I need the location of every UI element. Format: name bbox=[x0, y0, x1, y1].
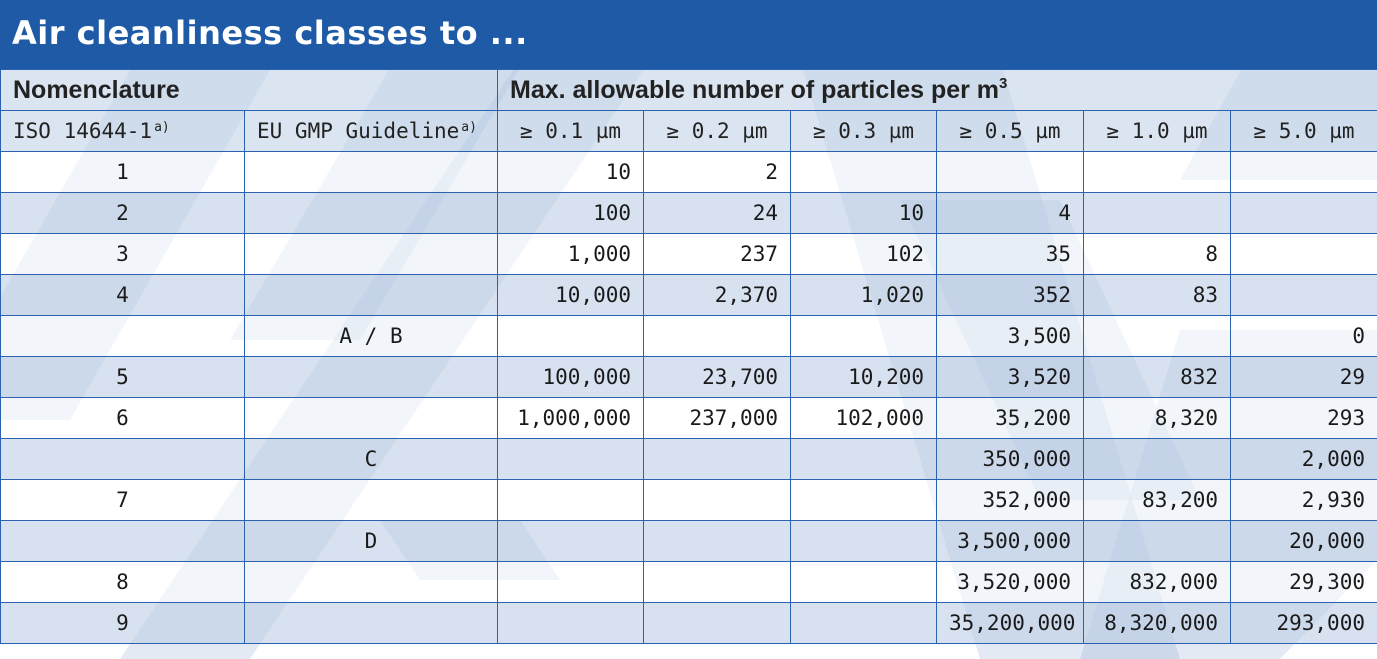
table-row bbox=[1, 398, 1377, 439]
particle-count-cell: 83,200 bbox=[1084, 480, 1231, 521]
iso-class-cell: 1 bbox=[1, 152, 245, 193]
particle-count-cell bbox=[791, 316, 937, 357]
table-row bbox=[1, 603, 1377, 644]
table-row bbox=[1, 152, 1377, 193]
eu-gmp-grade-cell: A / B bbox=[245, 316, 498, 357]
size-header-0-3: ≥ 0.3 µm bbox=[791, 111, 937, 152]
iso-class-cell bbox=[1, 316, 245, 357]
particle-count-cell: 10 bbox=[498, 152, 644, 193]
eu-gmp-footnote-marker: a) bbox=[461, 120, 477, 135]
table-row bbox=[1, 234, 1377, 275]
particle-count-cell bbox=[1231, 275, 1377, 316]
particle-count-cell bbox=[791, 521, 937, 562]
particle-count-cell bbox=[791, 439, 937, 480]
particle-count-cell: 832 bbox=[1084, 357, 1231, 398]
air-cleanliness-table bbox=[0, 69, 1377, 644]
particle-count-cell: 3,500,000 bbox=[937, 521, 1084, 562]
particle-count-cell: 352 bbox=[937, 275, 1084, 316]
eu-gmp-grade-cell bbox=[245, 275, 498, 316]
particle-count-cell: 1,020 bbox=[791, 275, 937, 316]
particle-count-cell bbox=[1084, 152, 1231, 193]
max-particles-header bbox=[498, 70, 1377, 111]
particle-count-cell: 350,000 bbox=[937, 439, 1084, 480]
header-row-group bbox=[1, 70, 1377, 111]
particle-count-cell: 29 bbox=[1231, 357, 1377, 398]
particle-count-cell bbox=[498, 521, 644, 562]
particle-count-cell: 237 bbox=[644, 234, 791, 275]
particle-count-cell bbox=[498, 439, 644, 480]
iso-class-cell: 2 bbox=[1, 193, 245, 234]
particle-count-cell bbox=[791, 480, 937, 521]
particle-count-cell bbox=[644, 562, 791, 603]
eu-gmp-header-label: EU GMP Guideline bbox=[257, 119, 460, 143]
particle-count-cell bbox=[498, 603, 644, 644]
iso-class-cell bbox=[1, 439, 245, 480]
particle-count-cell: 100,000 bbox=[498, 357, 644, 398]
particle-count-cell: 237,000 bbox=[644, 398, 791, 439]
particle-count-cell: 3,520 bbox=[937, 357, 1084, 398]
particle-count-cell: 2,930 bbox=[1231, 480, 1377, 521]
particle-count-cell bbox=[644, 316, 791, 357]
particle-count-cell: 293 bbox=[1231, 398, 1377, 439]
eu-gmp-grade-cell bbox=[245, 398, 498, 439]
header-row-columns bbox=[1, 111, 1377, 152]
particle-count-cell bbox=[791, 603, 937, 644]
particle-count-cell bbox=[1084, 193, 1231, 234]
particle-count-cell bbox=[644, 439, 791, 480]
table-body bbox=[1, 70, 1377, 644]
eu-gmp-grade-cell bbox=[245, 603, 498, 644]
particle-count-cell: 832,000 bbox=[1084, 562, 1231, 603]
particle-count-cell: 10,000 bbox=[498, 275, 644, 316]
iso-class-cell: 8 bbox=[1, 562, 245, 603]
particle-count-cell bbox=[1231, 234, 1377, 275]
particle-count-cell: 4 bbox=[937, 193, 1084, 234]
eu-gmp-grade-cell bbox=[245, 357, 498, 398]
table-row bbox=[1, 521, 1377, 562]
size-header-5-0: ≥ 5.0 µm bbox=[1231, 111, 1377, 152]
particle-count-cell: 0 bbox=[1231, 316, 1377, 357]
particle-count-cell: 2 bbox=[644, 152, 791, 193]
iso-footnote-marker: a) bbox=[154, 120, 170, 135]
particle-count-cell: 20,000 bbox=[1231, 521, 1377, 562]
max-particles-unit-exponent: 3 bbox=[999, 75, 1008, 92]
eu-gmp-grade-cell bbox=[245, 193, 498, 234]
particle-count-cell bbox=[1231, 193, 1377, 234]
page-title: Air cleanliness classes to ... bbox=[12, 14, 528, 52]
particle-count-cell bbox=[498, 562, 644, 603]
particle-count-cell: 100 bbox=[498, 193, 644, 234]
iso-class-cell: 7 bbox=[1, 480, 245, 521]
nomenclature-header: Nomenclature bbox=[1, 70, 498, 111]
particle-count-cell bbox=[791, 152, 937, 193]
iso-class-cell: 9 bbox=[1, 603, 245, 644]
particle-count-cell: 3,500 bbox=[937, 316, 1084, 357]
particle-count-cell: 293,000 bbox=[1231, 603, 1377, 644]
iso-class-cell: 3 bbox=[1, 234, 245, 275]
iso-class-cell: 4 bbox=[1, 275, 245, 316]
iso-class-cell: 5 bbox=[1, 357, 245, 398]
size-header-0-2: ≥ 0.2 µm bbox=[644, 111, 791, 152]
particle-count-cell: 35,200 bbox=[937, 398, 1084, 439]
particle-count-cell: 2,370 bbox=[644, 275, 791, 316]
table-row bbox=[1, 193, 1377, 234]
particle-count-cell: 2,000 bbox=[1231, 439, 1377, 480]
table-row bbox=[1, 316, 1377, 357]
particle-count-cell: 29,300 bbox=[1231, 562, 1377, 603]
particle-count-cell: 83 bbox=[1084, 275, 1231, 316]
iso-class-cell bbox=[1, 521, 245, 562]
particle-count-cell bbox=[1231, 152, 1377, 193]
particle-count-cell: 1,000,000 bbox=[498, 398, 644, 439]
iso-header bbox=[1, 111, 245, 152]
particle-count-cell bbox=[498, 480, 644, 521]
table-row bbox=[1, 480, 1377, 521]
size-header-0-1: ≥ 0.1 µm bbox=[498, 111, 644, 152]
size-header-0-5: ≥ 0.5 µm bbox=[937, 111, 1084, 152]
table-row bbox=[1, 275, 1377, 316]
particle-count-cell: 3,520,000 bbox=[937, 562, 1084, 603]
size-header-1-0: ≥ 1.0 µm bbox=[1084, 111, 1231, 152]
table-row bbox=[1, 562, 1377, 603]
particle-count-cell bbox=[498, 316, 644, 357]
table-row bbox=[1, 439, 1377, 480]
particle-count-cell: 24 bbox=[644, 193, 791, 234]
particle-count-cell bbox=[644, 521, 791, 562]
particle-count-cell: 10,200 bbox=[791, 357, 937, 398]
particle-count-cell: 10 bbox=[791, 193, 937, 234]
particle-count-cell: 23,700 bbox=[644, 357, 791, 398]
particle-count-cell bbox=[644, 603, 791, 644]
particle-count-cell bbox=[1084, 316, 1231, 357]
iso-header-label: ISO 14644-1 bbox=[13, 119, 153, 143]
particle-count-cell: 352,000 bbox=[937, 480, 1084, 521]
particle-count-cell bbox=[791, 562, 937, 603]
max-particles-label: Max. allowable number of particles per m bbox=[510, 76, 1000, 104]
eu-gmp-grade-cell bbox=[245, 562, 498, 603]
eu-gmp-grade-cell: D bbox=[245, 521, 498, 562]
eu-gmp-grade-cell bbox=[245, 234, 498, 275]
particle-count-cell: 102,000 bbox=[791, 398, 937, 439]
particle-count-cell: 8,320 bbox=[1084, 398, 1231, 439]
eu-gmp-grade-cell: C bbox=[245, 439, 498, 480]
particle-count-cell: 35 bbox=[937, 234, 1084, 275]
particle-count-cell: 8 bbox=[1084, 234, 1231, 275]
particle-count-cell: 35,200,000 bbox=[937, 603, 1084, 644]
particle-count-cell bbox=[1084, 439, 1231, 480]
eu-gmp-grade-cell bbox=[245, 480, 498, 521]
particle-count-cell: 1,000 bbox=[498, 234, 644, 275]
particle-count-cell bbox=[644, 480, 791, 521]
iso-class-cell: 6 bbox=[1, 398, 245, 439]
eu-gmp-header bbox=[245, 111, 498, 152]
particle-count-cell: 102 bbox=[791, 234, 937, 275]
particle-count-cell: 8,320,000 bbox=[1084, 603, 1231, 644]
table-row bbox=[1, 357, 1377, 398]
particle-count-cell bbox=[937, 152, 1084, 193]
eu-gmp-grade-cell bbox=[245, 152, 498, 193]
particle-count-cell bbox=[1084, 521, 1231, 562]
